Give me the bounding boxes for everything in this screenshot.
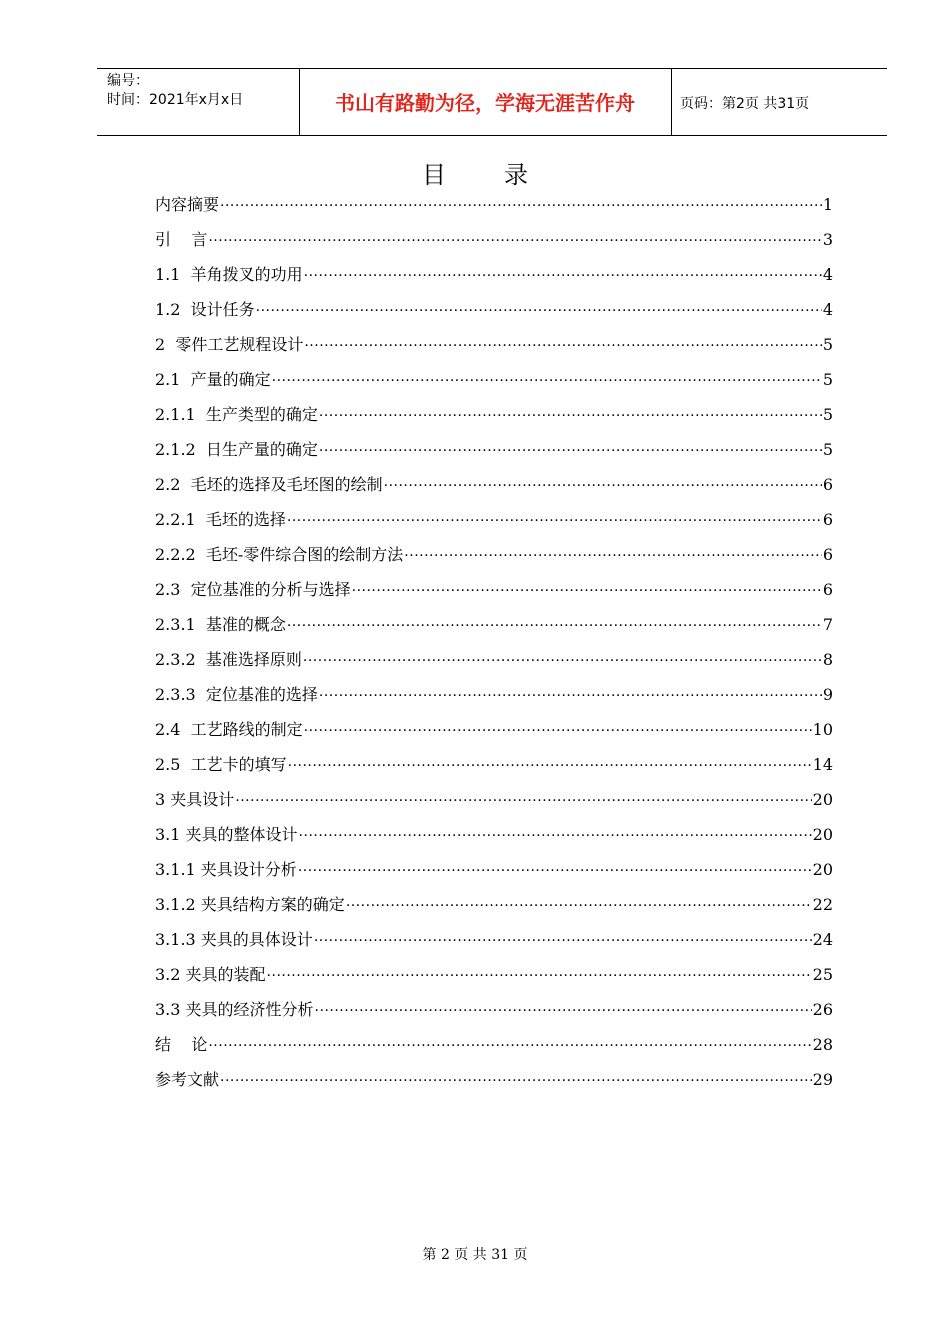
toc-leader-dots [384,474,822,498]
toc-entry[interactable] [155,1033,833,1068]
toc-entry-page: 24 [812,930,833,949]
toc-leader-dots [220,1069,812,1093]
toc-entry[interactable] [155,333,833,368]
toc-entry-page: 7 [822,615,833,634]
toc-entry-label: 2.3 定位基准的分析与选择 [155,580,351,599]
toc-leader-dots [314,929,812,953]
toc-entry-page: 9 [822,685,833,704]
code-label: 编号： [107,73,149,89]
toc-leader-dots [267,964,812,988]
toc-entry-page: 20 [812,790,833,809]
toc-leader-dots [346,894,812,918]
toc-entry-label: 2.3.1 基准的概念 [155,615,286,634]
toc-leader-dots [220,194,822,218]
toc-entry-page: 28 [812,1035,833,1054]
toc-entry-label: 3 夹具设计 [155,790,235,809]
toc-leader-dots [303,649,822,673]
toc-leader-dots [208,229,821,253]
toc-leader-dots [288,754,812,778]
toc-title: 目录 [422,161,586,189]
toc-entry-page: 6 [822,510,833,529]
toc-entry-page: 20 [812,860,833,879]
toc-entry-page: 26 [812,1000,833,1019]
toc-entry-label: 2.1 产量的确定 [155,370,271,389]
toc-entry-label: 3.1.3 夹具的具体设计 [155,930,313,949]
time-label: 时间：2021年x月x日 [107,92,244,108]
toc-entry[interactable] [155,403,833,438]
toc-entry-page: 5 [822,370,833,389]
toc-entry-label: 2.3.3 定位基准的选择 [155,685,318,704]
toc-entry-page: 6 [822,475,833,494]
header-page-cell [672,69,887,135]
toc-entry-label: 2.2 毛坯的选择及毛坯图的绘制 [155,475,383,494]
toc-entry-page: 10 [812,720,833,739]
toc-leader-dots [315,999,812,1023]
toc-entry-page: 4 [822,300,833,319]
toc-entry-label: 2.2.2 毛坯-零件综合图的绘制方法 [155,545,404,564]
toc-entry[interactable] [155,683,833,718]
toc-leader-dots [319,404,822,428]
toc-entry[interactable] [155,368,833,403]
toc-leader-dots [256,299,822,323]
toc-entry[interactable] [155,858,833,893]
toc-entry-page: 5 [822,405,833,424]
toc-leader-dots [287,509,822,533]
toc-leader-dots [304,264,822,288]
toc-entry[interactable] [155,473,833,508]
motto-text: 书山有路勤为径，学海无涯苦作舟 [335,91,635,115]
toc-entry-label: 3.1.2 夹具结构方案的确定 [155,895,345,914]
toc-entry-label: 内容摘要 [155,195,220,214]
toc-entry[interactable] [155,718,833,753]
toc-leader-dots [235,789,811,813]
toc-entry[interactable] [155,998,833,1033]
document-header [97,68,887,136]
toc-entry[interactable] [155,788,833,823]
toc-entry-label: 引 言 [155,230,208,249]
toc-entry[interactable] [155,193,833,228]
toc-entry-page: 6 [822,580,833,599]
toc-entry-label: 2.3.2 基准选择原则 [155,650,302,669]
toc-leader-dots [404,544,822,568]
toc-entry-label: 参考文献 [155,1070,220,1089]
toc-entry-page: 22 [812,895,833,914]
toc-entry[interactable] [155,613,833,648]
toc-entry-label: 2.4 工艺路线的制定 [155,720,303,739]
toc-entry-label: 1.1 羊角拨叉的功用 [155,265,303,284]
toc-entry-label: 2.1.2 日生产量的确定 [155,440,318,459]
toc-leader-dots [272,369,822,393]
toc-leader-dots [208,1034,811,1058]
header-motto-cell [299,69,672,135]
toc-entry-label: 2.1.1 生产类型的确定 [155,405,318,424]
toc-leader-dots [319,439,822,463]
toc-entry-label: 1.2 设计任务 [155,300,255,319]
toc-entry[interactable] [155,298,833,333]
header-meta-cell [97,69,300,135]
toc-leader-dots [298,859,812,883]
toc-entry[interactable] [155,823,833,858]
toc-entry[interactable] [155,578,833,613]
toc-entry-page: 5 [822,335,833,354]
toc-entry[interactable] [155,543,833,578]
toc-leader-dots [287,614,822,638]
toc-leader-dots [304,719,812,743]
toc-entry-page: 20 [812,825,833,844]
toc-entry[interactable] [155,438,833,473]
toc-entry-label: 2.5 工艺卡的填写 [155,755,287,774]
toc-entry-page: 3 [822,230,833,249]
toc-leader-dots [352,579,822,603]
toc-entry[interactable] [155,893,833,928]
toc-entry-label: 3.1 夹具的整体设计 [155,825,298,844]
toc-entry-page: 1 [822,195,833,214]
toc-entry[interactable] [155,228,833,263]
toc-entry[interactable] [155,508,833,543]
page-info: 页码：第2页 共31页 [680,96,810,112]
toc-leader-dots [319,684,822,708]
toc-entry-label: 3.1.1 夹具设计分析 [155,860,297,879]
toc-entry-label: 结 论 [155,1035,208,1054]
toc-entry-label: 3.2 夹具的装配 [155,965,266,984]
toc-entry-label: 3.3 夹具的经济性分析 [155,1000,314,1019]
toc-entry[interactable] [155,648,833,683]
toc-entry[interactable] [155,1068,833,1103]
toc-entry[interactable] [155,928,833,963]
toc-entry-page: 14 [812,755,833,774]
toc-entry-page: 5 [822,440,833,459]
toc-entry[interactable] [155,753,833,788]
toc-entry-page: 25 [812,965,833,984]
toc-entry[interactable] [155,963,833,998]
toc-entry[interactable] [155,263,833,298]
toc-entry-page: 29 [812,1070,833,1089]
toc-leader-dots [299,824,812,848]
toc-leader-dots [304,334,821,358]
page-footer: 第 2 页 共 31 页 [422,1247,528,1263]
table-of-contents [155,193,833,1103]
toc-entry-page: 8 [822,650,833,669]
toc-entry-page: 4 [822,265,833,284]
toc-entry-label: 2.2.1 毛坯的选择 [155,510,286,529]
toc-entry-label: 2 零件工艺规程设计 [155,335,304,354]
toc-entry-page: 6 [822,545,833,564]
